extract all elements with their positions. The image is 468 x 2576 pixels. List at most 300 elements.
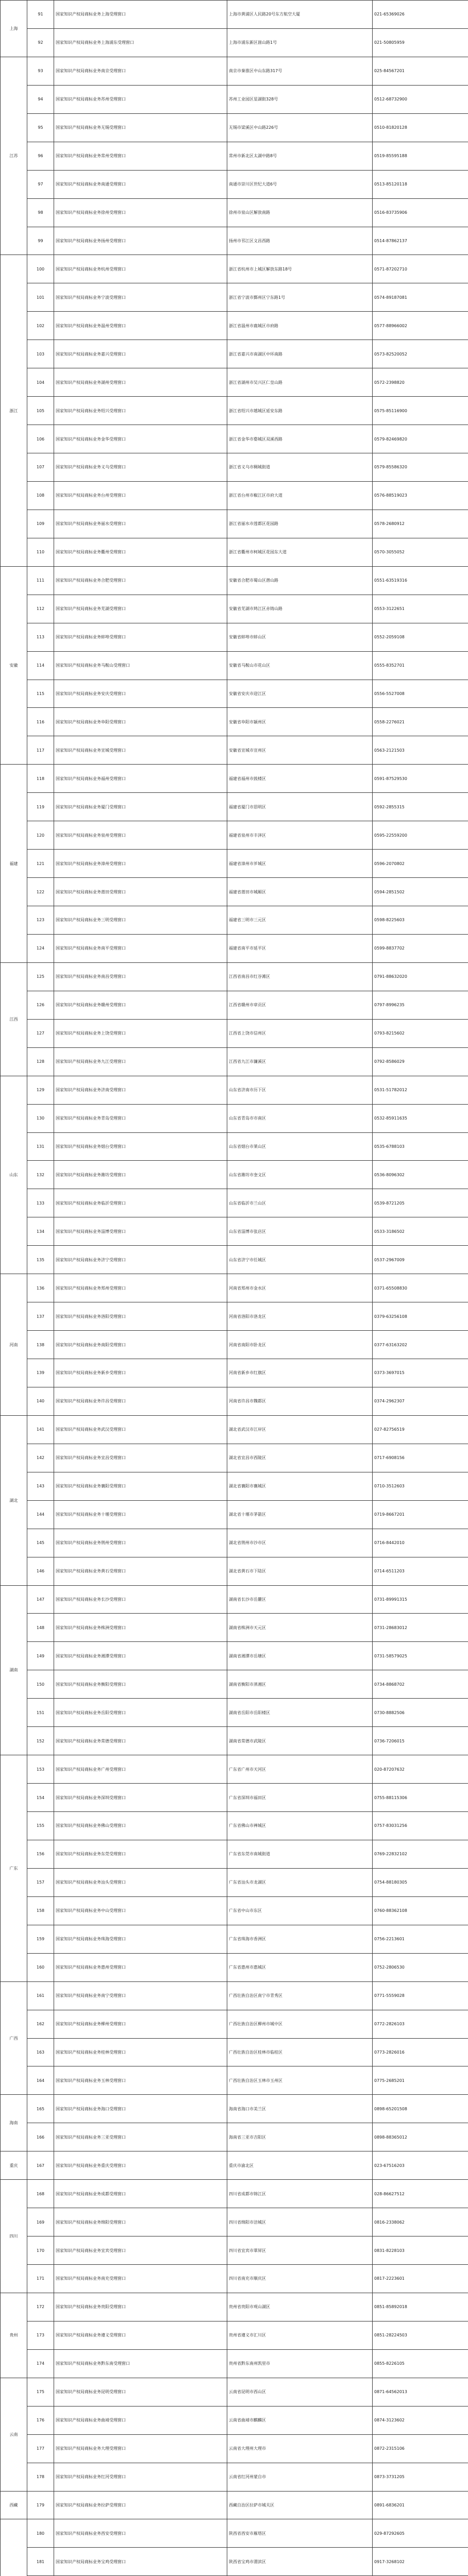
address-cell: 浙江省温州市鹿城区市府路	[227, 312, 373, 340]
address-cell: 安徽省合肥市蜀山区潜山路	[227, 566, 373, 595]
window-name-cell: 国家知识产权局商标业务宣城受理窗口	[54, 736, 227, 765]
table-row	[1, 1076, 468, 1104]
phone-cell: 0760-88362108	[373, 1896, 468, 1925]
number-cell: 92	[27, 28, 54, 57]
phone-cell: 0377-63163202	[373, 1331, 468, 1359]
phone-cell: 0871-64562013	[373, 2378, 468, 2406]
number-cell: 136	[27, 1274, 54, 1302]
number-cell: 113	[27, 623, 54, 651]
window-name-cell: 国家知识产权局商标业务芜湖受理窗口	[54, 595, 227, 623]
table-row	[1, 2038, 468, 2066]
address-cell: 南京市秦淮区中山东路317号	[227, 57, 373, 85]
table-body	[1, 1, 468, 2576]
phone-cell: 0371-65508830	[373, 1274, 468, 1302]
number-cell: 173	[27, 2321, 54, 2349]
phone-cell: 0514-87862137	[373, 227, 468, 255]
number-cell: 107	[27, 453, 54, 482]
phone-cell: 0734-8868702	[373, 1670, 468, 1699]
number-cell: 160	[27, 1953, 54, 1981]
window-name-cell: 国家知识产权局商标业务湘潭受理窗口	[54, 1642, 227, 1670]
phone-cell: 0898-88365012	[373, 2123, 468, 2151]
phone-cell: 0374-2962307	[373, 1387, 468, 1415]
address-cell: 云南省昆明市西山区	[227, 2378, 373, 2406]
province-cell: 安徽	[1, 566, 27, 765]
address-cell: 湖北省黄石市下陆区	[227, 1557, 373, 1585]
address-cell: 广西壮族自治区南宁市青秀区	[227, 1981, 373, 2010]
window-name-cell: 国家知识产权局商标业务无锡受理窗口	[54, 113, 227, 142]
phone-cell: 0754-88180305	[373, 1868, 468, 1896]
table-row	[1, 1953, 468, 1981]
window-name-cell: 国家知识产权局商标业务黄石受理窗口	[54, 1557, 227, 1585]
phone-cell: 0537-2967009	[373, 1246, 468, 1274]
window-name-cell: 国家知识产权局商标业务新乡受理窗口	[54, 1359, 227, 1387]
address-cell: 河南省郑州市金水区	[227, 1274, 373, 1302]
window-name-cell: 国家知识产权局商标业务昆明受理窗口	[54, 2378, 227, 2406]
number-cell: 100	[27, 255, 54, 283]
number-cell: 177	[27, 2434, 54, 2463]
address-cell: 上海市浦东新区崮山路1号	[227, 28, 373, 57]
window-name-cell: 国家知识产权局商标业务上海浦东受理窗口	[54, 28, 227, 57]
window-name-cell: 国家知识产权局商标业务柳州受理窗口	[54, 2010, 227, 2038]
window-name-cell: 国家知识产权局商标业务贵阳受理窗口	[54, 2293, 227, 2321]
phone-cell: 0596-2070802	[373, 850, 468, 878]
number-cell: 148	[27, 1614, 54, 1642]
number-cell: 146	[27, 1557, 54, 1585]
table-row	[1, 1, 468, 29]
phone-cell: 0874-3123602	[373, 2406, 468, 2434]
number-cell: 98	[27, 198, 54, 227]
phone-cell: 0558-2276021	[373, 708, 468, 736]
window-name-cell: 国家知识产权局商标业务荆州受理窗口	[54, 1529, 227, 1557]
number-cell: 166	[27, 2123, 54, 2151]
table-row	[1, 680, 468, 708]
table-row	[1, 510, 468, 538]
phone-cell: 0731-89991315	[373, 1585, 468, 1614]
table-row	[1, 28, 468, 57]
number-cell: 134	[27, 1217, 54, 1246]
address-cell: 湖北省宜昌市西陵区	[227, 1444, 373, 1472]
window-name-cell: 国家知识产权局商标业务惠州受理窗口	[54, 1953, 227, 1981]
window-name-cell: 国家知识产权局商标业务丽水受理窗口	[54, 510, 227, 538]
address-cell: 湖南省长沙市岳麓区	[227, 1585, 373, 1614]
phone-cell: 0598-8225603	[373, 906, 468, 935]
number-cell: 131	[27, 1132, 54, 1161]
address-cell: 四川省绵阳市涪城区	[227, 2208, 373, 2236]
table-row	[1, 312, 468, 340]
address-cell: 安徽省安庆市迎江区	[227, 680, 373, 708]
window-name-cell: 国家知识产权局商标业务赣州受理窗口	[54, 991, 227, 1019]
phone-cell: 0756-2213601	[373, 1925, 468, 1953]
number-cell: 114	[27, 651, 54, 680]
table-row	[1, 793, 468, 821]
number-cell: 116	[27, 708, 54, 736]
phone-cell: 0379-63256108	[373, 1302, 468, 1331]
window-name-cell: 国家知识产权局商标业务岳阳受理窗口	[54, 1699, 227, 1727]
address-cell: 江西省赣州市章贡区	[227, 991, 373, 1019]
number-cell: 111	[27, 566, 54, 595]
table-row	[1, 651, 468, 680]
table-row	[1, 283, 468, 312]
number-cell: 121	[27, 850, 54, 878]
window-name-cell: 国家知识产权局商标业务宜宾受理窗口	[54, 2236, 227, 2265]
number-cell: 179	[27, 2491, 54, 2519]
phone-cell: 0855-8226105	[373, 2349, 468, 2378]
number-cell: 155	[27, 1812, 54, 1840]
address-cell: 浙江省宁波市鄞州区宁东路1号	[227, 283, 373, 312]
phone-cell: 0533-3186502	[373, 1217, 468, 1246]
phone-cell: 0373-3697015	[373, 1359, 468, 1387]
window-name-cell: 国家知识产权局商标业务济宁受理窗口	[54, 1246, 227, 1274]
window-name-cell: 国家知识产权局商标业务三明受理窗口	[54, 906, 227, 935]
phone-cell: 0595-22559200	[373, 821, 468, 850]
table-row	[1, 1925, 468, 1953]
number-cell: 140	[27, 1387, 54, 1415]
window-name-cell: 国家知识产权局商标业务福州受理窗口	[54, 765, 227, 793]
address-cell: 河南省许昌市魏都区	[227, 1387, 373, 1415]
phone-cell: 0519-85595188	[373, 142, 468, 170]
phone-cell: 0591-87529530	[373, 765, 468, 793]
table-row	[1, 2434, 468, 2463]
number-cell: 91	[27, 1, 54, 29]
phone-cell: 0574-89187081	[373, 283, 468, 312]
phone-cell: 0771-5559028	[373, 1981, 468, 2010]
address-cell: 广东省汕头市龙湖区	[227, 1868, 373, 1896]
number-cell: 158	[27, 1896, 54, 1925]
table-row	[1, 2548, 468, 2576]
window-name-cell: 国家知识产权局商标业务绍兴受理窗口	[54, 397, 227, 425]
number-cell: 142	[27, 1444, 54, 1472]
number-cell: 180	[27, 2519, 54, 2548]
province-cell: 河南	[1, 1274, 27, 1416]
address-cell: 浙江省杭州市上城区解放东路18号	[227, 255, 373, 283]
table-row	[1, 1699, 468, 1727]
phone-cell: 0792-8586029	[373, 1047, 468, 1076]
table-row	[1, 821, 468, 850]
address-cell: 贵州省遵义市汇川区	[227, 2321, 373, 2349]
phone-cell: 0553-3122651	[373, 595, 468, 623]
window-name-cell: 国家知识产权局商标业务珠海受理窗口	[54, 1925, 227, 1953]
address-cell: 浙江省台州市椒江区市府大道	[227, 481, 373, 510]
number-cell: 118	[27, 765, 54, 793]
address-cell: 山东省济南市历下区	[227, 1076, 373, 1104]
address-cell: 湖北省武汉市江岸区	[227, 1415, 373, 1444]
table-row	[1, 1840, 468, 1868]
address-cell: 无锡市梁溪区中山路226号	[227, 113, 373, 142]
window-name-cell: 国家知识产权局商标业务桂林受理窗口	[54, 2038, 227, 2066]
province-cell: 湖南	[1, 1585, 27, 1755]
window-name-cell: 国家知识产权局商标业务东莞受理窗口	[54, 1840, 227, 1868]
window-name-cell: 国家知识产权局商标业务烟台受理窗口	[54, 1132, 227, 1161]
number-cell: 95	[27, 113, 54, 142]
window-name-cell: 国家知识产权局商标业务红河受理窗口	[54, 2463, 227, 2491]
window-name-cell: 国家知识产权局商标业务台州受理窗口	[54, 481, 227, 510]
table-row	[1, 2293, 468, 2321]
number-cell: 124	[27, 934, 54, 962]
number-cell: 157	[27, 1868, 54, 1896]
table-row	[1, 1868, 468, 1896]
number-cell: 156	[27, 1840, 54, 1868]
number-cell: 176	[27, 2406, 54, 2434]
number-cell: 178	[27, 2463, 54, 2491]
phone-cell: 0772-2826103	[373, 2010, 468, 2038]
number-cell: 122	[27, 878, 54, 906]
window-name-cell: 国家知识产权局商标业务南昌受理窗口	[54, 962, 227, 991]
address-cell: 西藏自治区拉萨市城关区	[227, 2491, 373, 2519]
table-row	[1, 481, 468, 510]
window-name-cell: 国家知识产权局商标业务阜阳受理窗口	[54, 708, 227, 736]
window-name-cell: 国家知识产权局商标业务金华受理窗口	[54, 425, 227, 453]
phone-cell: 028-86627512	[373, 2180, 468, 2208]
window-name-cell: 国家知识产权局商标业务洛阳受理窗口	[54, 1302, 227, 1331]
address-cell: 浙江省义乌市稠城街道	[227, 453, 373, 482]
window-name-cell: 国家知识产权局商标业务南平受理窗口	[54, 934, 227, 962]
address-cell: 广东省珠海市香洲区	[227, 1925, 373, 1953]
window-name-cell: 国家知识产权局商标业务重庆受理窗口	[54, 2151, 227, 2180]
address-cell: 湖南省湘潭市岳塘区	[227, 1642, 373, 1670]
address-cell: 山东省济宁市任城区	[227, 1246, 373, 1274]
window-name-cell: 国家知识产权局商标业务绵阳受理窗口	[54, 2208, 227, 2236]
phone-cell: 0551-63519316	[373, 566, 468, 595]
phone-cell: 0592-2855315	[373, 793, 468, 821]
table-row	[1, 1132, 468, 1161]
table-row	[1, 170, 468, 198]
address-cell: 广西壮族自治区桂林市临桂区	[227, 2038, 373, 2066]
phone-cell: 0576-88519023	[373, 481, 468, 510]
province-cell: 江西	[1, 962, 27, 1076]
number-cell: 109	[27, 510, 54, 538]
number-cell: 128	[27, 1047, 54, 1076]
province-cell: 湖北	[1, 1415, 27, 1585]
table-row	[1, 2066, 468, 2095]
table-row	[1, 991, 468, 1019]
number-cell: 169	[27, 2208, 54, 2236]
phone-cell: 0594-2851502	[373, 878, 468, 906]
window-name-cell: 国家知识产权局商标业务海口受理窗口	[54, 2095, 227, 2123]
number-cell: 159	[27, 1925, 54, 1953]
table-row	[1, 2151, 468, 2180]
table-row	[1, 1585, 468, 1614]
address-cell: 安徽省芜湖市鸠江区赤铸山路	[227, 595, 373, 623]
table-row	[1, 85, 468, 113]
address-cell: 四川省南充市顺庆区	[227, 2265, 373, 2293]
phone-cell: 029-87292605	[373, 2519, 468, 2548]
address-cell: 重庆市渝北区	[227, 2151, 373, 2180]
province-cell: 江苏	[1, 57, 27, 255]
window-name-cell: 国家知识产权局商标业务拉萨受理窗口	[54, 2491, 227, 2519]
table-row	[1, 595, 468, 623]
table-row	[1, 1500, 468, 1529]
phone-cell: 0539-8721205	[373, 1189, 468, 1217]
address-cell: 海南省三亚市吉阳区	[227, 2123, 373, 2151]
province-cell: 上海	[1, 1, 27, 57]
table-row	[1, 1359, 468, 1387]
province-cell: 海南	[1, 2095, 27, 2151]
number-cell: 130	[27, 1104, 54, 1132]
address-cell: 安徽省宣城市宣州区	[227, 736, 373, 765]
window-name-cell: 国家知识产权局商标业务马鞍山受理窗口	[54, 651, 227, 680]
province-cell: 云南	[1, 2378, 27, 2491]
address-cell: 江西省九江市濂溪区	[227, 1047, 373, 1076]
table-row	[1, 1896, 468, 1925]
window-name-cell: 国家知识产权局商标业务常德受理窗口	[54, 1727, 227, 1755]
address-cell: 浙江省金华市婺城区双溪西路	[227, 425, 373, 453]
window-name-cell: 国家知识产权局商标业务南京受理窗口	[54, 57, 227, 85]
number-cell: 129	[27, 1076, 54, 1104]
table-row	[1, 2378, 468, 2406]
address-cell: 福建省泉州市丰泽区	[227, 821, 373, 850]
number-cell: 154	[27, 1784, 54, 1812]
address-cell: 广东省东莞市南城街道	[227, 1840, 373, 1868]
number-cell: 126	[27, 991, 54, 1019]
table-row	[1, 1614, 468, 1642]
phone-cell: 0717-6908156	[373, 1444, 468, 1472]
number-cell: 137	[27, 1302, 54, 1331]
address-cell: 陕西省西安市雁塔区	[227, 2519, 373, 2548]
phone-cell: 0710-3512603	[373, 1472, 468, 1500]
address-cell: 福建省莆田市城厢区	[227, 878, 373, 906]
address-cell: 福建省福州市鼓楼区	[227, 765, 373, 793]
number-cell: 151	[27, 1699, 54, 1727]
address-cell: 广东省广州市天河区	[227, 1755, 373, 1784]
number-cell: 163	[27, 2038, 54, 2066]
window-name-cell: 国家知识产权局商标业务武汉受理窗口	[54, 1415, 227, 1444]
address-cell: 浙江省绍兴市越城区延安东路	[227, 397, 373, 425]
address-cell: 广东省佛山市禅城区	[227, 1812, 373, 1840]
phone-cell: 0769-22832102	[373, 1840, 468, 1868]
table-row	[1, 538, 468, 566]
phone-cell: 0579-82469820	[373, 425, 468, 453]
window-name-cell: 国家知识产权局商标业务扬州受理窗口	[54, 227, 227, 255]
table-row	[1, 623, 468, 651]
province-cell: 山东	[1, 1076, 27, 1274]
address-cell: 湖北省十堰市茅箭区	[227, 1500, 373, 1529]
address-cell: 江西省上饶市信州区	[227, 1019, 373, 1047]
phone-cell: 0873-3731205	[373, 2463, 468, 2491]
phone-cell: 0851-28224503	[373, 2321, 468, 2349]
phone-cell: 0917-3268102	[373, 2548, 468, 2576]
table-row	[1, 736, 468, 765]
table-row	[1, 2123, 468, 2151]
address-cell: 湖南省衡阳市蒸湘区	[227, 1670, 373, 1699]
table-row	[1, 2491, 468, 2519]
window-name-cell: 国家知识产权局商标业务宁波受理窗口	[54, 283, 227, 312]
number-cell: 99	[27, 227, 54, 255]
address-cell: 福建省厦门市思明区	[227, 793, 373, 821]
window-name-cell: 国家知识产权局商标业务玉林受理窗口	[54, 2066, 227, 2095]
window-name-cell: 国家知识产权局商标业务潍坊受理窗口	[54, 1161, 227, 1189]
table-row	[1, 1557, 468, 1585]
table-row	[1, 113, 468, 142]
province-cell: 贵州	[1, 2293, 27, 2378]
table-row	[1, 1755, 468, 1784]
phone-cell: 0532-85911635	[373, 1104, 468, 1132]
table-row	[1, 962, 468, 991]
table-row	[1, 850, 468, 878]
table-row	[1, 2180, 468, 2208]
window-name-cell: 国家知识产权局商标业务西安受理窗口	[54, 2519, 227, 2548]
number-cell: 115	[27, 680, 54, 708]
address-cell: 河南省新乡市红旗区	[227, 1359, 373, 1387]
table-row	[1, 1415, 468, 1444]
table-row	[1, 1812, 468, 1840]
window-name-cell: 国家知识产权局商标业务青岛受理窗口	[54, 1104, 227, 1132]
address-cell: 浙江省丽水市莲都区花园路	[227, 510, 373, 538]
window-name-cell: 国家知识产权局商标业务莆田受理窗口	[54, 878, 227, 906]
window-name-cell: 国家知识产权局商标业务淄博受理窗口	[54, 1217, 227, 1246]
address-cell: 安徽省阜阳市颍州区	[227, 708, 373, 736]
table-row	[1, 368, 468, 397]
address-cell: 福建省漳州市芗城区	[227, 850, 373, 878]
number-cell: 143	[27, 1472, 54, 1500]
number-cell: 181	[27, 2548, 54, 2576]
phone-cell: 0531-51782012	[373, 1076, 468, 1104]
address-cell: 湖南省株洲市天元区	[227, 1614, 373, 1642]
table-row	[1, 57, 468, 85]
address-cell: 山东省烟台市莱山区	[227, 1132, 373, 1161]
phone-cell: 0730-8882506	[373, 1699, 468, 1727]
window-name-cell: 国家知识产权局商标业务宝鸡受理窗口	[54, 2548, 227, 2576]
number-cell: 149	[27, 1642, 54, 1670]
phone-cell: 023-67516203	[373, 2151, 468, 2180]
table-row	[1, 425, 468, 453]
address-cell: 常州市新北区太湖中路8号	[227, 142, 373, 170]
number-cell: 127	[27, 1019, 54, 1047]
number-cell: 117	[27, 736, 54, 765]
window-name-cell: 国家知识产权局商标业务济南受理窗口	[54, 1076, 227, 1104]
number-cell: 144	[27, 1500, 54, 1529]
table-row	[1, 397, 468, 425]
number-cell: 150	[27, 1670, 54, 1699]
window-name-cell: 国家知识产权局商标业务漳州受理窗口	[54, 850, 227, 878]
address-cell: 湖南省常德市武陵区	[227, 1727, 373, 1755]
phone-cell: 0797-8996235	[373, 991, 468, 1019]
table-row	[1, 2321, 468, 2349]
phone-cell: 021-50805959	[373, 28, 468, 57]
address-cell: 广西壮族自治区玉林市玉州区	[227, 2066, 373, 2095]
number-cell: 93	[27, 57, 54, 85]
address-cell: 四川省成都市锦江区	[227, 2180, 373, 2208]
window-name-cell: 国家知识产权局商标业务汕头受理窗口	[54, 1868, 227, 1896]
phone-cell: 0731-58579025	[373, 1642, 468, 1670]
number-cell: 168	[27, 2180, 54, 2208]
phone-cell: 0512-68732900	[373, 85, 468, 113]
number-cell: 171	[27, 2265, 54, 2293]
address-cell: 山东省青岛市市南区	[227, 1104, 373, 1132]
address-cell: 广东省惠州市惠城区	[227, 1953, 373, 1981]
address-cell: 湖北省荆州市沙市区	[227, 1529, 373, 1557]
table-row	[1, 878, 468, 906]
address-cell: 苏州工业园区星湖街328号	[227, 85, 373, 113]
table-row	[1, 2236, 468, 2265]
province-cell: 广西	[1, 1981, 27, 2095]
address-cell: 湖南省岳阳市岳阳楼区	[227, 1699, 373, 1727]
window-name-cell: 国家知识产权局商标业务苏州受理窗口	[54, 85, 227, 113]
window-name-cell: 国家知识产权局商标业务曲靖受理窗口	[54, 2406, 227, 2434]
number-cell: 97	[27, 170, 54, 198]
address-cell: 徐州市泉山区解放南路	[227, 198, 373, 227]
window-name-cell: 国家知识产权局商标业务杭州受理窗口	[54, 255, 227, 283]
address-cell: 上海市黄浦区人民路20号东方航空大厦	[227, 1, 373, 29]
number-cell: 141	[27, 1415, 54, 1444]
table-row	[1, 2519, 468, 2548]
phone-cell: 0556-5527008	[373, 680, 468, 708]
address-cell: 福建省南平市延平区	[227, 934, 373, 962]
window-name-cell: 国家知识产权局商标业务许昌受理窗口	[54, 1387, 227, 1415]
table-row	[1, 2208, 468, 2236]
address-cell: 陕西省宝鸡市渭滨区	[227, 2548, 373, 2576]
address-cell: 海南省海口市美兰区	[227, 2095, 373, 2123]
window-name-cell: 国家知识产权局商标业务黔东南受理窗口	[54, 2349, 227, 2378]
